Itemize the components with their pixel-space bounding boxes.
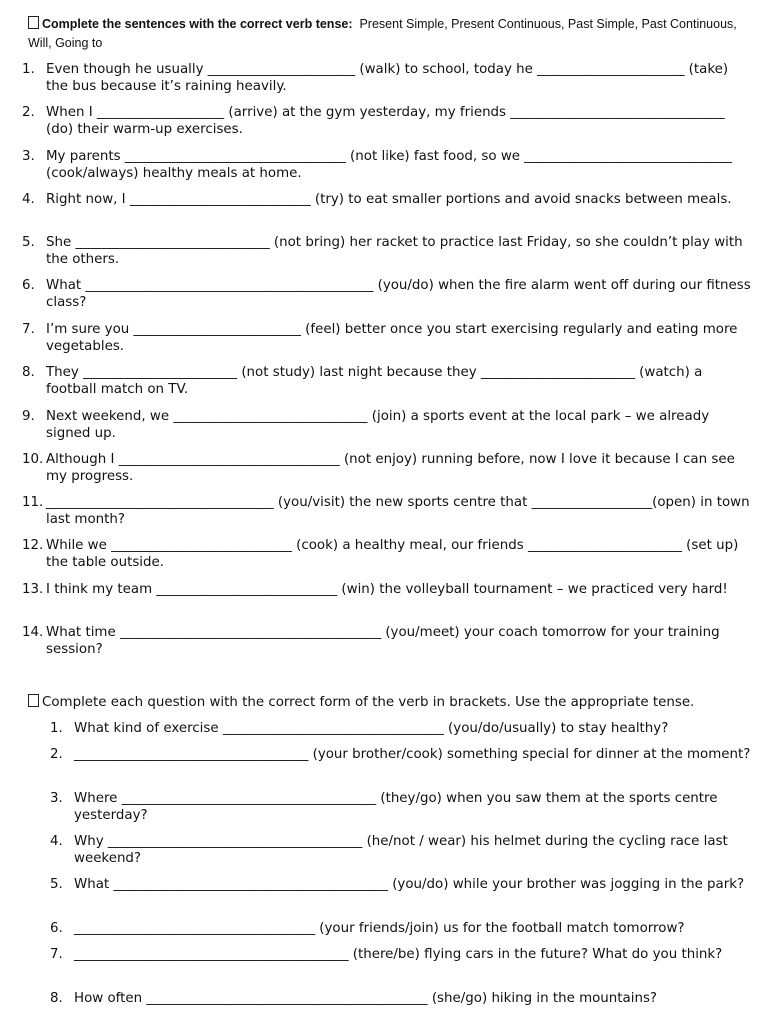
item-text: She _____________________________ (not bring) her racket to practice last Friday, so she couldn’t play with the others. bbox=[46, 235, 743, 267]
item-text: What kind of exercise _________________________________ (you/do/usually) to stay healthy? bbox=[74, 721, 669, 736]
item-text: When I ___________________ (arrive) at the gym yesterday, my friends ________________________________ (do) their warm-up exercises. bbox=[46, 105, 725, 137]
item-text: What _________________________________________ (you/do) while your brother was jogging in the park? bbox=[74, 877, 745, 892]
item-text: I think my team ___________________________ (win) the volleyball tournament – we practiced very hard! bbox=[46, 582, 728, 597]
item-number: 7. bbox=[22, 322, 35, 337]
item-number: 6. bbox=[50, 921, 63, 936]
item-text: How often __________________________________________ (she/go) hiking in the mountains? bbox=[74, 991, 658, 1006]
item-text: Right now, I ___________________________ (try) to eat smaller portions and avoid snacks between meals. bbox=[46, 192, 732, 207]
item-number: 9. bbox=[22, 409, 35, 424]
checkbox-glyph-icon bbox=[28, 16, 39, 29]
item-number: 5. bbox=[50, 877, 63, 892]
item-number: 13. bbox=[22, 582, 44, 597]
item-number: 3. bbox=[50, 791, 63, 806]
item-number: 7. bbox=[50, 947, 63, 962]
item-text: Even though he usually ______________________ (walk) to school, today he ______________________ (take) the bus because it’s raining heavily. bbox=[46, 62, 729, 94]
instructions-tenses: Present Simple, Present Continuous, Past Simple, Past Continuous, Will, Going to bbox=[28, 17, 737, 50]
item-text: While we ___________________________ (cook) a healthy meal, our friends _______________________ (set up) the table outside. bbox=[46, 538, 739, 570]
item-text: Next weekend, we _____________________________ (join) a sports event at the local park – we already signed up. bbox=[46, 409, 710, 441]
instructions-heading bbox=[28, 15, 753, 53]
item-number: 6. bbox=[22, 278, 35, 293]
item-text: Why ______________________________________ (he/not / wear) his helmet during the cycling race last weekend? bbox=[74, 834, 728, 866]
item-text: __________________________________ (you/visit) the new sports centre that __________________(open) in town last month? bbox=[46, 495, 750, 527]
item-text: What time _______________________________________ (you/meet) your coach tomorrow for your training session? bbox=[46, 625, 720, 657]
item-number: 1. bbox=[22, 62, 35, 77]
item-text: What ___________________________________________ (you/do) when the fire alarm went off during our fitness class? bbox=[46, 278, 751, 310]
item-number: 2. bbox=[22, 105, 35, 120]
item-text: They _______________________ (not study) last night because they _______________________ (watch) a football match on TV. bbox=[46, 365, 703, 397]
item-number: 12. bbox=[22, 538, 44, 553]
item-number: 8. bbox=[50, 991, 63, 1006]
item-text: ____________________________________ (your friends/join) us for the football match tomorrow? bbox=[74, 921, 685, 936]
item-text: Although I _________________________________ (not enjoy) running before, now I love it because I can see my progress. bbox=[46, 452, 735, 484]
item-number: 8. bbox=[22, 365, 35, 380]
item-number: 4. bbox=[22, 192, 35, 207]
item-number: 11. bbox=[22, 495, 44, 510]
item-number: 1. bbox=[50, 721, 63, 736]
item-text: _________________________________________ (there/be) flying cars in the future? What do you think? bbox=[74, 947, 723, 962]
item-text: My parents _________________________________ (not like) fast food, so we _______________________________ (cook/always) healthy meals at home. bbox=[46, 149, 732, 181]
item-text: ___________________________________ (your brother/cook) something special for dinner at the moment? bbox=[74, 747, 751, 762]
checkbox-glyph-icon bbox=[28, 694, 39, 707]
item-text: I’m sure you _________________________ (feel) better once you start exercising regularly and eating more vegetables. bbox=[46, 322, 738, 354]
item-number: 10. bbox=[22, 452, 44, 467]
item-number: 14. bbox=[22, 625, 44, 640]
item-number: 2. bbox=[50, 747, 63, 762]
instructions-title: Complete the sentences with the correct verb tense: bbox=[42, 17, 353, 31]
item-number: 5. bbox=[22, 235, 35, 250]
item-text: Where ______________________________________ (they/go) when you saw them at the sports centre yesterday? bbox=[74, 791, 718, 823]
item-number: 4. bbox=[50, 834, 63, 849]
item-number: 3. bbox=[22, 149, 35, 164]
section-2-heading bbox=[28, 694, 753, 711]
section-2-title: Complete each question with the correct form of the verb in brackets. Use the appropriate tense. bbox=[42, 695, 695, 710]
